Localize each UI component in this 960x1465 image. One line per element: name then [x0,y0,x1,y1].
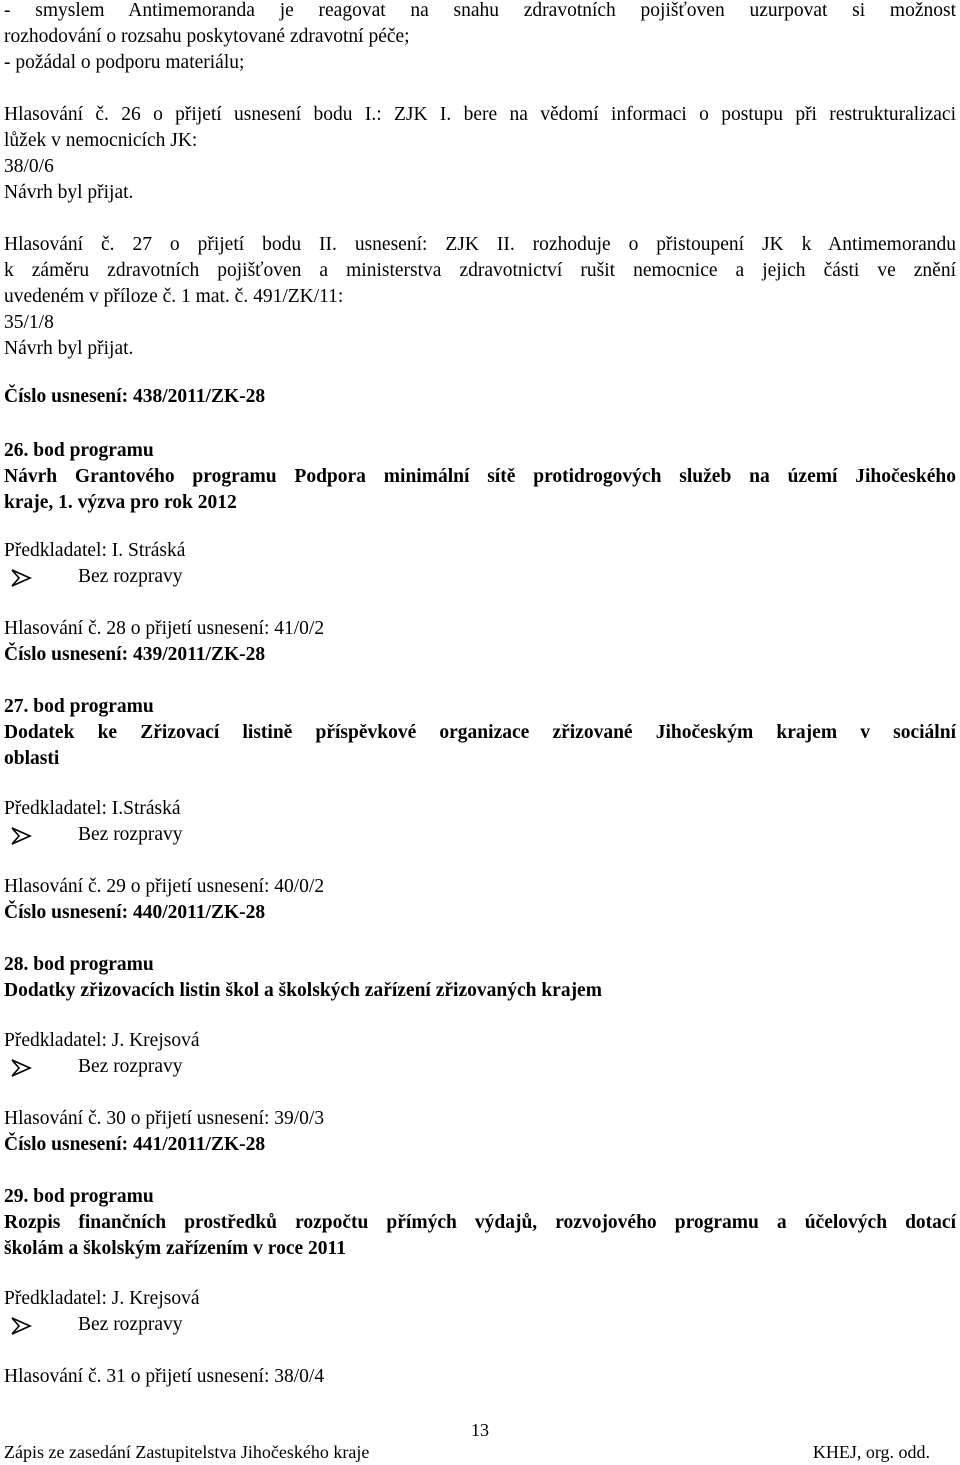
vote27-resolution: Číslo usnesení: 438/2011/ZK-28 [4,386,266,407]
item28-title-1: Dodatky zřizovacích listin škol a školských zařízení zřizovaných krajem [4,980,602,1001]
item26-title-1: Návrh Grantového programu Podpora minimální sítě protidrogových služeb na území Jihočeského [4,466,956,487]
item29-title-2: školám a školským zařízením v roce 2011 [4,1238,346,1259]
item29-discussion: Bez rozpravy [78,1314,183,1335]
item26-title-2: kraje, 1. výzva pro rok 2012 [4,492,237,513]
item26-heading: 26. bod programu [4,440,154,461]
footer-left-text: Zápis ze zasedání Zastupitelstva Jihočeského kraje [4,1442,370,1462]
footer-right-text: KHEJ, org. odd. [812,1442,930,1462]
item26-discussion: Bez rozpravy [78,566,183,587]
vote27-status: Návrh byl přijat. [4,338,134,359]
vote26-line-2: lůžek v nemocnicích JK: [4,130,198,151]
item27-presenter: Předkladatel: I.Stráská [4,798,181,819]
item27-vote: Hlasování č. 29 o přijetí usnesení: 40/0/2 [4,876,325,897]
item29-heading: 29. bod programu [4,1186,154,1207]
vote26-result: 38/0/6 [4,156,54,177]
item26-presenter: Předkladatel: I. Stráská [4,540,186,561]
item29-discussion-row [4,1312,183,1338]
arrowhead-bullet-icon [10,1058,32,1078]
intro-line-1: - smyslem Antimemoranda je reagovat na snahu zdravotních pojišťoven uzurpovat si možnost [4,0,956,21]
item29-title-1: Rozpis finančních prostředků rozpočtu přímých výdajů, rozvojového programu a účelových dotací [4,1212,956,1233]
item27-discussion: Bez rozpravy [78,824,183,845]
page-number: 13 [471,1420,489,1440]
item26-resolution: Číslo usnesení: 439/2011/ZK-28 [4,644,266,665]
item28-heading: 28. bod programu [4,954,154,975]
item27-resolution: Číslo usnesení: 440/2011/ZK-28 [4,902,266,923]
item27-title-1: Dodatek ke Zřizovací listině příspěvkové organizace zřizované Jihočeským krajem v sociální [4,722,956,743]
intro-line-2: rozhodování o rozsahu poskytované zdravotní péče; [4,26,410,47]
item28-presenter: Předkladatel: J. Krejsová [4,1030,200,1051]
item28-discussion: Bez rozpravy [78,1056,183,1077]
arrowhead-bullet-icon [10,1316,32,1336]
item26-discussion-row [4,564,183,590]
vote27-result: 35/1/8 [4,312,54,333]
item28-resolution: Číslo usnesení: 441/2011/ZK-28 [4,1134,266,1155]
item28-vote: Hlasování č. 30 o přijetí usnesení: 39/0/3 [4,1108,325,1129]
item29-vote: Hlasování č. 31 o přijetí usnesení: 38/0/4 [4,1366,325,1387]
item26-vote: Hlasování č. 28 o přijetí usnesení: 41/0/2 [4,618,325,639]
intro-line-3: - požádal o podporu materiálu; [4,52,245,73]
item28-discussion-row [4,1054,183,1080]
arrowhead-bullet-icon [10,568,32,588]
item27-title-2: oblasti [4,748,60,769]
vote27-line-1: Hlasování č. 27 o přijetí bodu II. usnesení: ZJK II. rozhoduje o přistoupení JK k Antimemorandu [4,234,956,255]
item29-presenter: Předkladatel: J. Krejsová [4,1288,200,1309]
item27-heading: 27. bod programu [4,696,154,717]
vote26-status: Návrh byl přijat. [4,182,134,203]
vote27-line-3: uvedeném v příloze č. 1 mat. č. 491/ZK/11: [4,286,344,307]
vote26-line-1: Hlasování č. 26 o přijetí usnesení bodu I.: ZJK I. bere na vědomí informaci o postupu při restrukturalizaci [4,104,956,125]
vote27-line-2: k záměru zdravotních pojišťoven a ministerstva zdravotnictví rušit nemocnice a jejich části ve znění [4,260,956,281]
item27-discussion-row [4,822,183,848]
arrowhead-bullet-icon [10,826,32,846]
